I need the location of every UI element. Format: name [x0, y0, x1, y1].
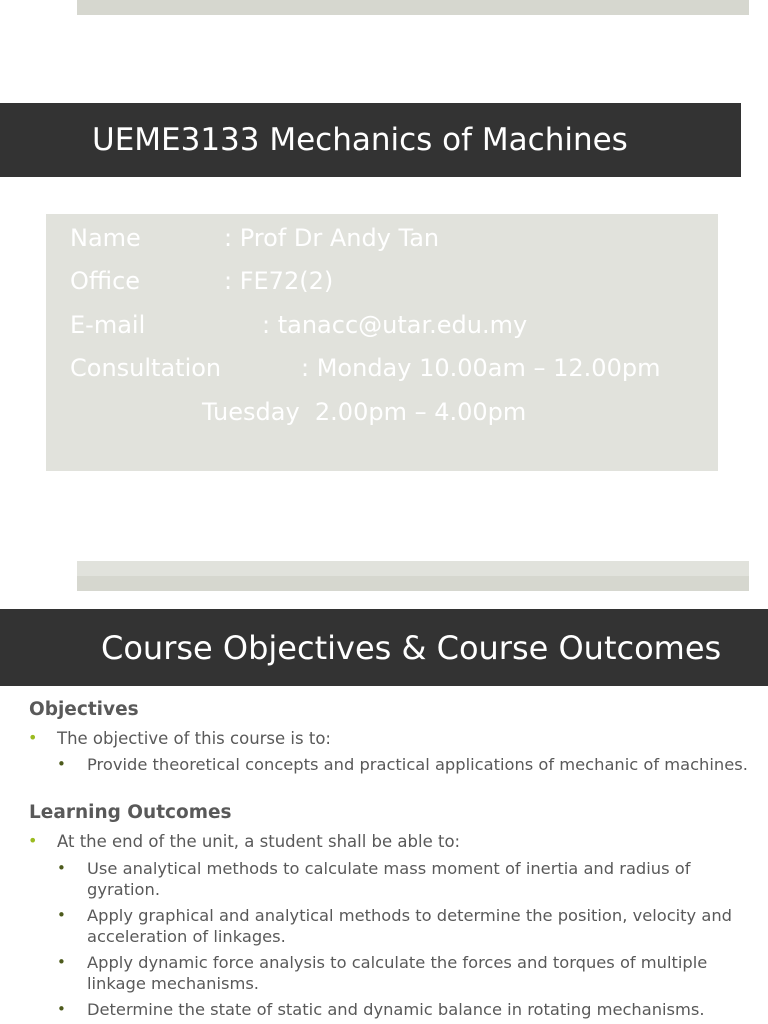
outcomes-intro-item [28, 831, 461, 851]
slide2-title-band [0, 609, 768, 686]
consultation-value: : Monday 10.00am – 12.00pm [301, 354, 661, 382]
email-label: E-mail [70, 311, 146, 339]
bullet-icon: • [57, 1000, 66, 1018]
office-value: : FE72(2) [224, 267, 334, 295]
course-title: UEME3133 Mechanics of Machines [92, 122, 628, 158]
objectives-intro: The objective of this course is to: [57, 729, 331, 748]
objective-text: Provide theoretical concepts and practical applications of mechanic of machines. [87, 755, 748, 774]
objective-item [57, 754, 767, 775]
slide-divider-upper [77, 561, 749, 576]
outcome-item [57, 858, 767, 900]
bullet-icon: • [28, 728, 38, 747]
email-value: : tanacc@utar.edu.my [262, 311, 528, 339]
outcome-text: Determine the state of static and dynamic balance in rotating mechanisms. [87, 1000, 705, 1019]
objectives-intro-item [28, 728, 331, 748]
consultation-label: Consultation [70, 354, 222, 382]
lecturer-info-box [46, 214, 718, 471]
outcome-item [57, 905, 767, 947]
objectives-outcomes-content [0, 686, 768, 1024]
top-accent-bar [77, 0, 749, 15]
office-label: Office [70, 267, 141, 295]
outcomes-heading: Learning Outcomes [29, 802, 232, 823]
outcome-text: Apply dynamic force analysis to calculate the forces and torques of multiple linkage mechanisms. [87, 953, 708, 993]
slide1-title-band [0, 103, 741, 177]
outcome-item [57, 999, 767, 1020]
bullet-icon: • [57, 906, 66, 924]
outcome-item [57, 952, 767, 994]
slide-divider-lower [77, 576, 749, 591]
name-label: Name [70, 224, 141, 252]
consultation-value-2: Tuesday 2.00pm – 4.00pm [202, 398, 527, 426]
objectives-heading: Objectives [29, 699, 139, 720]
bullet-icon: • [57, 859, 66, 877]
outcome-text: Apply graphical and analytical methods to determine the position, velocity and acceleration of linkages. [87, 906, 733, 946]
name-value: : Prof Dr Andy Tan [224, 224, 440, 252]
outcomes-intro: At the end of the unit, a student shall be able to: [57, 832, 461, 851]
bullet-icon: • [57, 953, 66, 971]
bullet-icon: • [57, 755, 66, 773]
outcome-text: Use analytical methods to calculate mass moment of inertia and radius of gyration. [87, 859, 691, 899]
bullet-icon: • [28, 831, 38, 850]
section-title: Course Objectives & Course Outcomes [101, 628, 722, 667]
